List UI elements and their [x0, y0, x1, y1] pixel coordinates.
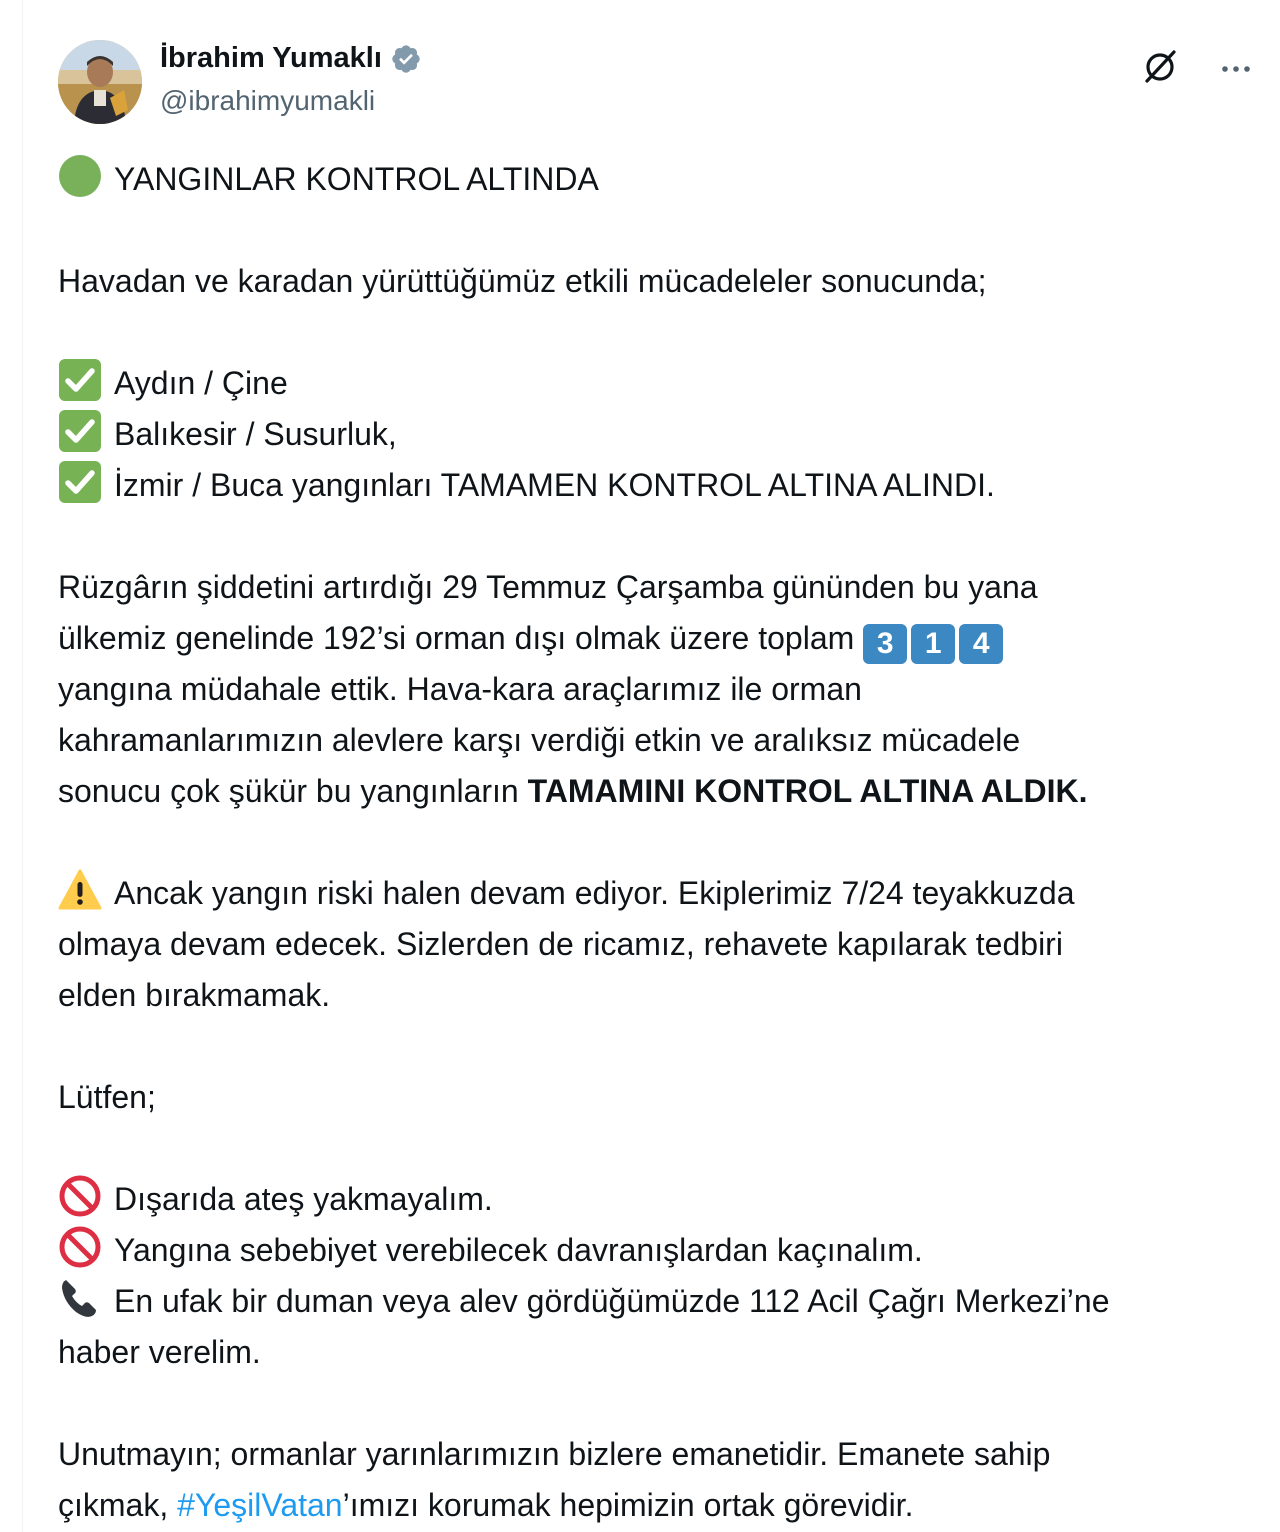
author-name-row[interactable] — [160, 42, 422, 75]
please-text: Lütfen; — [58, 1079, 156, 1115]
para1-line: sonucu çok şükür bu yangınların TAMAMINI KONTROL ALTINA ALDIK. — [58, 773, 1088, 809]
avatar[interactable] — [58, 40, 142, 124]
check-box-icon — [58, 358, 102, 402]
para1-line: yangına müdahale ettik. Hava-kara araçlarımız ile orman — [58, 671, 862, 707]
para1-line: kahramanlarımızın alevlere karşı verdiği etkin ve aralıksız mücadele — [58, 722, 1021, 758]
checklist-item: İzmir / Buca yangınları TAMAMEN KONTROL ALTINA ALINDI. — [58, 460, 1258, 511]
grok-icon[interactable] — [1140, 46, 1180, 86]
bold-statement: TAMAMINI KONTROL ALTINA ALDIK. — [527, 773, 1088, 809]
hashtag-link[interactable]: #YeşilVatan — [177, 1487, 343, 1523]
telephone-icon — [58, 1276, 102, 1320]
keycap-digit: 3 — [863, 624, 907, 664]
warning-line: elden bırakmamak. — [58, 977, 331, 1013]
checklist-item: Balıkesir / Susurluk, — [58, 409, 1258, 460]
prohibited-icon — [58, 1174, 102, 1218]
tweet-header — [58, 40, 1258, 124]
author-name[interactable]: İbrahim Yumaklı — [160, 42, 382, 74]
green-circle-icon — [58, 154, 102, 198]
verified-badge-icon — [390, 43, 422, 75]
left-border — [22, 0, 23, 1532]
keycap-digit: 1 — [911, 624, 955, 664]
check-box-icon — [58, 460, 102, 504]
tweet-text — [58, 154, 1258, 1531]
warning-line: olmaya devam edecek. Sizlerden de ricamız, rehavete kapılarak tedbiri — [58, 926, 1063, 962]
rule-item-continued: haber verelim. — [58, 1334, 261, 1370]
author-handle[interactable]: @ibrahimyumakli — [160, 85, 376, 116]
more-options-icon[interactable] — [1216, 48, 1256, 88]
rule-item: En ufak bir duman veya alev gördüğümüzde 112 Acil Çağrı Merkezi’ne — [58, 1276, 1258, 1327]
intro-text: Havadan ve karadan yürüttüğümüz etkili mücadeleler sonucunda; — [58, 263, 987, 299]
rule-item: Yangına sebebiyet verebilecek davranışlardan kaçınalım. — [58, 1225, 1258, 1276]
check-box-icon — [58, 409, 102, 453]
warning-line: Ancak yangın riski halen devam ediyor. Ekiplerimiz 7/24 teyakkuzda — [58, 868, 1258, 919]
rule-item: Dışarıda ateş yakmayalım. — [58, 1174, 1258, 1225]
closing-line: Unutmayın; ormanlar yarınlarımızın bizlere emanetidir. Emanete sahip — [58, 1436, 1051, 1472]
prohibited-icon — [58, 1225, 102, 1269]
para1-line: Rüzgârın şiddetini artırdığı 29 Temmuz Çarşamba gününden bu yana — [58, 569, 1038, 605]
checklist-item: Aydın / Çine — [58, 358, 1258, 409]
closing-line: çıkmak, #YeşilVatan’ımızı korumak hepimizin ortak görevidir. — [58, 1487, 914, 1523]
keycap-digit: 4 — [959, 624, 1003, 664]
warning-icon — [58, 868, 102, 912]
headline-line — [58, 154, 1258, 205]
para1-line: ülkemiz genelinde 192’si orman dışı olmak üzere toplam 3 1 4 — [58, 613, 1258, 664]
headline: YANGINLAR KONTROL ALTINDA — [114, 161, 599, 197]
